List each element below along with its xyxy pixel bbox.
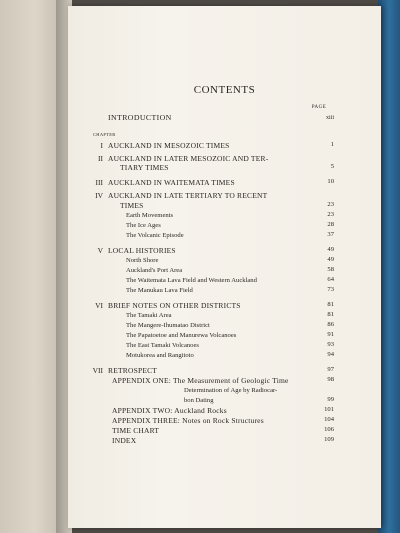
entry-title: APPENDIX ONE: The Measurement of Geologic Time bbox=[112, 376, 289, 385]
chapter-number: VI bbox=[95, 301, 103, 310]
entry-page-number: 49 bbox=[327, 256, 334, 263]
entry-title: bon Dating bbox=[184, 397, 214, 404]
entry-page-number: 64 bbox=[327, 276, 334, 283]
entry-title: AUCKLAND IN MESOZOIC TIMES bbox=[108, 141, 230, 150]
entry-title: The Volcanic Episode bbox=[126, 232, 184, 239]
chapter-number: I bbox=[100, 141, 103, 150]
entry-title: INDEX bbox=[112, 436, 137, 445]
contents-page bbox=[68, 6, 381, 528]
entry-title: APPENDIX TWO: Auckland Rocks bbox=[112, 406, 227, 415]
chapter-number: IV bbox=[95, 191, 103, 200]
entry-page-number: 58 bbox=[327, 266, 334, 273]
introduction-page: xiii bbox=[325, 115, 334, 121]
entry-title: APPENDIX THREE: Notes on Rock Structures bbox=[112, 416, 264, 425]
chapter-number: VII bbox=[92, 366, 103, 375]
entry-page-number: 81 bbox=[327, 301, 334, 308]
entry-page-number: 81 bbox=[327, 311, 334, 318]
entry-page-number: 99 bbox=[327, 396, 334, 403]
entry-page-number: 37 bbox=[327, 231, 334, 238]
chapter-number: III bbox=[95, 178, 103, 187]
entry-title: The East Tamaki Volcanoes bbox=[126, 342, 199, 349]
entry-page-number: 23 bbox=[327, 201, 334, 208]
entry-page-number: 93 bbox=[327, 341, 334, 348]
entry-title: The Tamaki Area bbox=[126, 312, 172, 319]
entry-title: TIME CHART bbox=[112, 426, 160, 435]
chapter-number: II bbox=[98, 154, 103, 163]
entry-title: The Manukau Lava Field bbox=[126, 287, 193, 294]
entry-title: Earth Movements bbox=[126, 212, 174, 219]
entry-page-number: 23 bbox=[327, 211, 334, 218]
contents-heading: CONTENTS bbox=[193, 84, 256, 96]
entry-title: The Waitemata Lava Field and Western Auckland bbox=[126, 277, 257, 284]
entry-title: Determination of Age by Radiocar- bbox=[184, 387, 278, 394]
entry-title: The Ice Ages bbox=[126, 222, 161, 229]
chapter-number: V bbox=[97, 246, 103, 255]
entry-page-number: 97 bbox=[327, 366, 334, 373]
entry-page-number: 10 bbox=[327, 178, 334, 185]
left-page bbox=[0, 0, 58, 533]
entry-page-number: 28 bbox=[327, 221, 334, 228]
entry-title: Auckland's Port Area bbox=[126, 267, 183, 274]
entry-title: The Mangere-Ihumatao District bbox=[126, 322, 210, 329]
entry-title: North Shore bbox=[126, 257, 159, 264]
blue-cover-edge bbox=[378, 0, 400, 533]
entry-title: AUCKLAND IN LATE TERTIARY TO RECENT bbox=[108, 191, 268, 200]
entry-title: BRIEF NOTES ON OTHER DISTRICTS bbox=[108, 301, 241, 310]
entry-title: AUCKLAND IN WAITEMATA TIMES bbox=[108, 178, 235, 187]
entry-page-number: 73 bbox=[327, 286, 334, 293]
entry-page-number: 49 bbox=[327, 246, 334, 253]
entry-page-number: 86 bbox=[327, 321, 334, 328]
entry-title: Motukorea and Rangitoto bbox=[126, 352, 194, 359]
entry-title: The Papatoetoe and Manurewa Volcanoes bbox=[126, 332, 237, 339]
entry-title: TIARY TIMES bbox=[120, 163, 169, 172]
page-column-header: PAGE bbox=[311, 105, 327, 110]
entry-title: AUCKLAND IN LATER MESOZOIC AND TER- bbox=[108, 154, 269, 163]
entry-page-number: 1 bbox=[330, 141, 334, 148]
entry-title: TIMES bbox=[120, 201, 144, 210]
entry-page-number: 98 bbox=[327, 376, 334, 383]
entry-page-number: 91 bbox=[327, 331, 334, 338]
introduction-title: INTRODUCTION bbox=[108, 113, 172, 122]
entry-page-number: 5 bbox=[330, 163, 334, 170]
entry-page-number: 94 bbox=[327, 351, 334, 358]
entry-page-number: 109 bbox=[324, 436, 334, 443]
entry-title: RETROSPECT bbox=[108, 366, 158, 375]
chapter-column-label: CHAPTER bbox=[93, 132, 116, 137]
entry-page-number: 101 bbox=[324, 406, 334, 413]
entry-page-number: 104 bbox=[324, 416, 334, 423]
entry-title: LOCAL HISTORIES bbox=[108, 246, 176, 255]
entry-page-number: 106 bbox=[324, 426, 334, 433]
